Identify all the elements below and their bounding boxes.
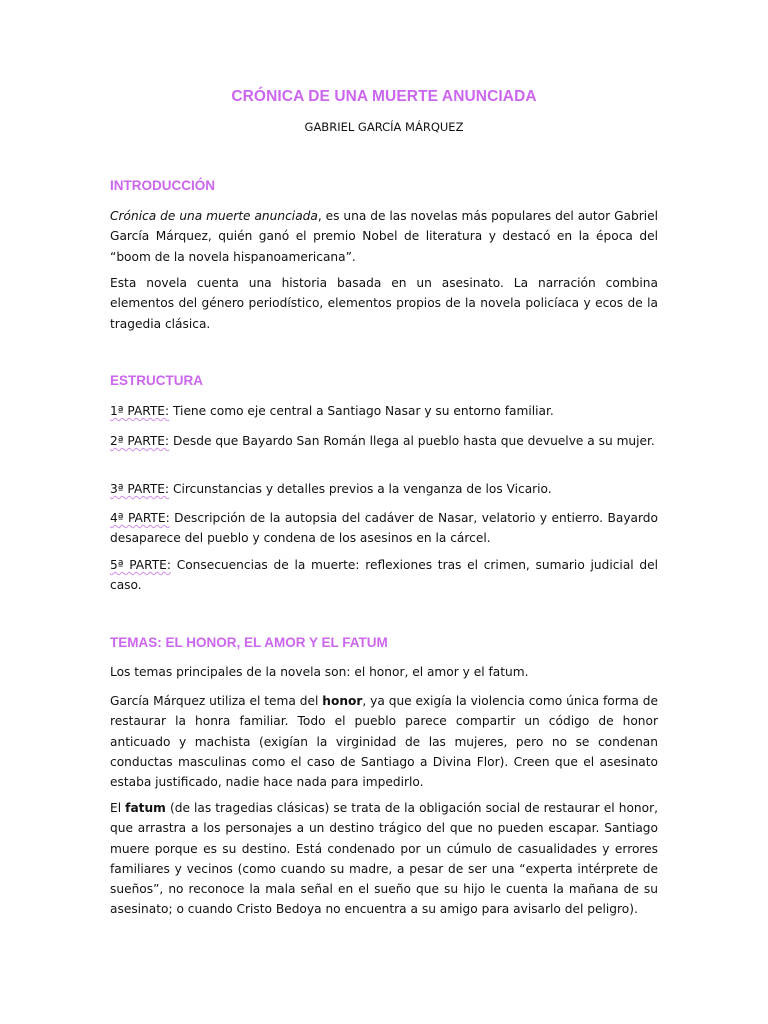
temas-paragraph-1: Los temas principales de la novela son: el honor, el amor y el fatum.	[110, 665, 529, 679]
part-4-text: Descripción de la autopsia del cadáver de Nasar, velatorio y entierro. Bayardo desaparece del pueblo y condena de los asesinos en la cárcel.	[110, 511, 658, 546]
part-3-label: 3ª PARTE:	[110, 482, 170, 496]
fatum-text-before: El	[110, 801, 126, 815]
heading-temas: TEMAS: EL HONOR, EL AMOR Y EL FATUM	[110, 635, 388, 650]
intro-paragraph-1	[110, 206, 658, 267]
honor-text-before: García Márquez utiliza el tema del	[110, 694, 323, 708]
intro-paragraph-2: Esta novela cuenta una historia basada en un asesinato. La narración combina elementos del género periodístico, elementos propios de la novela policíaca y ecos de la tragedia clásica.	[110, 276, 658, 331]
part-3	[110, 479, 658, 499]
part-1-label: 1ª PARTE:	[110, 404, 170, 418]
heading-estructura: ESTRUCTURA	[110, 373, 203, 388]
part-5	[110, 555, 658, 596]
part-2-label: 2ª PARTE:	[110, 434, 170, 448]
intro-novel-title: Crónica de una muerte anunciada	[110, 209, 318, 223]
part-1-text: Tiene como eje central a Santiago Nasar y su entorno familiar.	[169, 404, 554, 418]
part-5-label: 5ª PARTE:	[110, 558, 171, 572]
fatum-text-after: (de las tragedias clásicas) se trata de la obligación social de restaurar el honor, que arrastra a los personajes a un destino trágico del que no pueden escapar. Santiago muere porque es su destino. Está condenado por un cúmulo de casualidades y errores familiares y vecinos (como cuando su madre, a pesar de ser una “experta intérprete de sueños”, no reconoce la mala señal en el sueño que su hijo le cuenta la mañana de su asesinato; o cuando Cristo Bedoya no encuentra a su amigo para avisarlo del peligro).	[110, 801, 658, 917]
part-1	[110, 401, 658, 421]
part-4	[110, 508, 658, 549]
honor-text-after: , ya que exigía la violencia como única forma de restaurar la honra familiar. Todo el pueblo parece compartir un código de honor anticuado y machista (exigían la virginidad de las mujeres, pero no se condenan conductas masculinas como el caso de Santiago a Divina Flor). Creen que el asesinato estaba justificado, nadie hace nada para impedirlo.	[110, 694, 658, 790]
intro-paragraph-1-text: , es una de las novelas más populares del autor Gabriel García Márquez, quién ganó el premio Nobel de literatura y destacó en la época del “boom de la novela hispanoamericana”.	[110, 209, 659, 264]
document-author: GABRIEL GARCÍA MÁRQUEZ	[304, 120, 464, 134]
part-2	[110, 431, 658, 451]
temas-paragraph-fatum	[110, 798, 658, 920]
part-3-text: Circunstancias y detalles previos a la venganza de los Vicario.	[169, 482, 552, 496]
part-5-text: Consecuencias de la muerte: reflexiones tras el crimen, sumario judicial del caso.	[110, 558, 659, 593]
fatum-keyword: fatum	[125, 801, 166, 815]
part-4-label: 4ª PARTE:	[110, 511, 170, 525]
heading-introduccion: INTRODUCCIÓN	[110, 178, 215, 193]
document-title: CRÓNICA DE UNA MUERTE ANUNCIADA	[231, 88, 537, 105]
temas-paragraph-honor	[110, 691, 658, 792]
part-2-text: Desde que Bayardo San Román llega al pueblo hasta que devuelve a su mujer.	[169, 434, 655, 448]
honor-keyword: honor	[322, 694, 363, 708]
